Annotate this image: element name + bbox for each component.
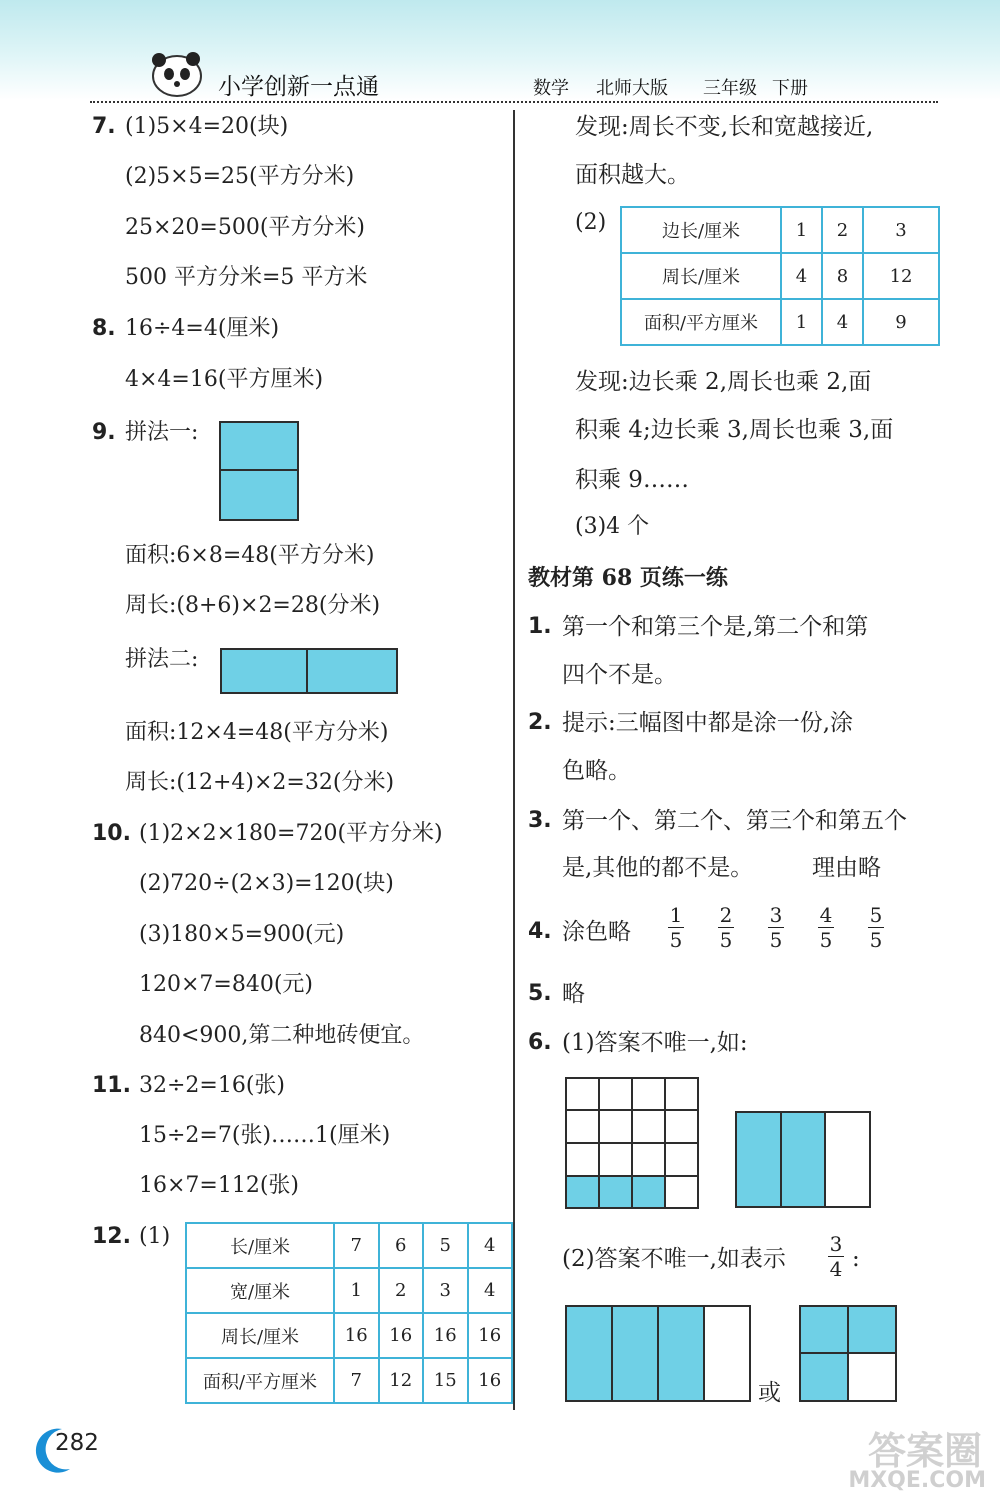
exercise-number: 1. (528, 614, 552, 639)
answer-line: 500 平方分米=5 平方米 (125, 265, 368, 290)
answer-line: 四个不是。 (562, 662, 677, 688)
table-cell: 9 (863, 299, 939, 345)
table-cell: 1 (334, 1268, 379, 1313)
answer-line: 面积:6×8=48(平方分米) (125, 543, 375, 568)
table-cell: 12 (379, 1358, 424, 1403)
watermark: 答案圈 (867, 1429, 982, 1473)
answer-line: 25×20=500(平方分米) (125, 215, 366, 240)
exercise-number: 4. (528, 919, 552, 944)
answer-line: 周长:(12+4)×2=32(分米) (125, 770, 395, 795)
question-number: 8. (92, 316, 116, 341)
answer-line: 第一个、第二个、第三个和第五个 (562, 808, 907, 834)
fraction: $\frac{3}{4}$ (829, 1232, 843, 1281)
horizontal-rect-figure (220, 648, 398, 694)
page-number: 282 (55, 1430, 99, 1456)
finding-text: 面积越大。 (575, 162, 690, 188)
table-cell: 4 (468, 1223, 513, 1268)
question-number: 10. (92, 821, 131, 846)
fraction: $\frac{1}{5}$ (669, 903, 683, 952)
finding-text: 积乘 9…… (575, 467, 689, 493)
table-cell: 2 (379, 1268, 424, 1313)
answer-line: 120×7=840(元) (139, 972, 314, 997)
answer-line: (2)720÷(2×3)=120(块) (139, 871, 394, 896)
exercise-number: 5. (528, 981, 552, 1006)
answer-line: 15÷2=7(张)……1(厘米) (139, 1123, 391, 1148)
or-label: 或 (758, 1380, 781, 1406)
table-cell: 7 (334, 1223, 379, 1268)
table-cell: 3 (863, 207, 939, 253)
method-label: 拼法一: (125, 420, 199, 445)
answer-line: 840<900,第二种地砖便宜。 (139, 1023, 425, 1048)
answer-line: 第一个和第三个是,第二个和第 (562, 614, 869, 640)
table-cell: 宽/厘米 (186, 1268, 334, 1313)
answer-line: 面积:12×4=48(平方分米) (125, 720, 389, 745)
part-label: (1) (139, 1224, 171, 1249)
fraction-list (668, 903, 884, 952)
answer-line: 涂色略 (562, 919, 631, 945)
panda-logo-icon (145, 44, 209, 102)
header-divider (90, 101, 938, 103)
question-number: 7. (92, 114, 116, 139)
grid-4x4-figure (565, 1077, 699, 1213)
answer-line: 理由略 (812, 855, 881, 881)
table-cell: 周长/厘米 (186, 1313, 334, 1358)
table-cell: 15 (423, 1358, 468, 1403)
table-cell: 16 (334, 1313, 379, 1358)
answer-line: (1)5×4=20(块) (125, 114, 289, 139)
volume-label: 下册 (772, 78, 808, 99)
table-cell: 面积/平方厘米 (186, 1358, 334, 1403)
answer-line: (1)2×2×180=720(平方分米) (139, 821, 443, 846)
vertical-rect-figure (219, 421, 299, 521)
colon: : (852, 1246, 860, 1272)
finding-text: 发现:边长乘 2,周长也乘 2,面 (575, 369, 872, 395)
table-cell: 长/厘米 (186, 1223, 334, 1268)
answer-line: 4×4=16(平方厘米) (125, 367, 324, 392)
table-cell: 6 (379, 1223, 424, 1268)
answer-line: 16×7=112(张) (139, 1173, 300, 1198)
table-cell: 16 (423, 1313, 468, 1358)
table-cell: 16 (468, 1358, 513, 1403)
table-cell: 面积/平方厘米 (621, 299, 781, 345)
table-cell: 1 (781, 299, 822, 345)
finding-text: 发现:周长不变,长和宽越接近, (575, 114, 874, 140)
grid-2x2-figure (799, 1305, 897, 1406)
answer-line: 色略。 (562, 758, 631, 784)
subject-label: 数学 (533, 78, 569, 99)
table-cell: 周长/厘米 (621, 253, 781, 299)
question-number: 9. (92, 420, 116, 445)
table-cell: 4 (822, 299, 863, 345)
finding-text: 积乘 4;边长乘 3,周长也乘 3,面 (575, 417, 894, 443)
fraction: $\frac{2}{5}$ (719, 903, 733, 952)
part-label: (3)4 个 (575, 514, 650, 539)
answer-line: 32÷2=16(张) (139, 1073, 286, 1098)
answer-line: 是,其他的都不是。 (562, 855, 754, 881)
answer-line: (2)5×5=25(平方分米) (125, 164, 355, 189)
answer-line: (1)答案不唯一,如: (562, 1030, 748, 1056)
answer-line: 周长:(8+6)×2=28(分米) (125, 593, 381, 618)
edition-label: 北师大版 (596, 78, 668, 99)
method-label: 拼法二: (125, 647, 199, 672)
fraction: $\frac{4}{5}$ (819, 903, 833, 952)
table-cell: 4 (468, 1268, 513, 1313)
fraction: $\frac{5}{5}$ (869, 903, 883, 952)
exercise-number: 6. (528, 1030, 552, 1055)
exercise-number: 3. (528, 808, 552, 833)
answer-line: (3)180×5=900(元) (139, 922, 345, 947)
table-cell: 4 (781, 253, 822, 299)
part-label: (2) (575, 210, 607, 235)
question-number: 11. (92, 1073, 131, 1098)
watermark-url: MXQE.COM (848, 1468, 986, 1493)
question-number: 12. (92, 1224, 131, 1249)
table-cell: 16 (468, 1313, 513, 1358)
column-divider (513, 110, 515, 1410)
table-cell: 5 (423, 1223, 468, 1268)
table-cell: 2 (822, 207, 863, 253)
quarters-figure (565, 1305, 751, 1406)
square-table (620, 206, 940, 346)
table-cell: 16 (379, 1313, 424, 1358)
answer-line: (2)答案不唯一,如表示 (562, 1246, 786, 1272)
book-title: 小学创新一点通 (218, 74, 379, 100)
table-cell: 边长/厘米 (621, 207, 781, 253)
dimensions-table (185, 1222, 513, 1404)
table-cell: 12 (863, 253, 939, 299)
table-cell: 1 (781, 207, 822, 253)
table-cell: 7 (334, 1358, 379, 1403)
exercise-number: 2. (528, 710, 552, 735)
answer-line: 16÷4=4(厘米) (125, 316, 280, 341)
answer-line: 提示:三幅图中都是涂一份,涂 (562, 710, 854, 736)
answer-line: 略 (562, 981, 585, 1007)
fraction: $\frac{3}{5}$ (769, 903, 783, 952)
section-heading: 教材第 68 页练一练 (528, 565, 728, 591)
thirds-figure (735, 1111, 871, 1212)
grade-label: 三年级 (703, 78, 757, 99)
table-cell: 8 (822, 253, 863, 299)
table-cell: 3 (423, 1268, 468, 1313)
